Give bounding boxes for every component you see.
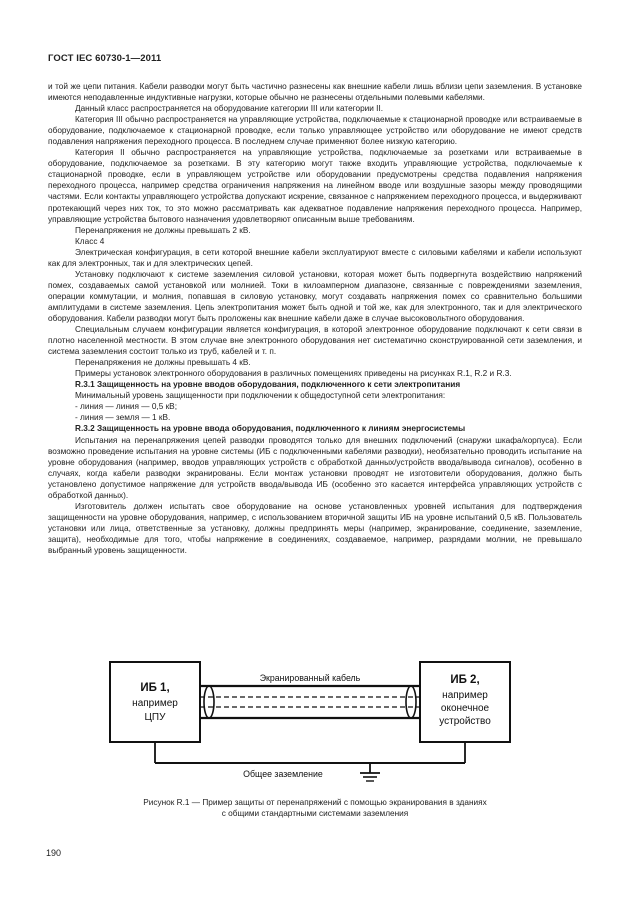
left-box-line: ЦПУ [144,712,166,723]
paragraph: Электрическая конфигурация, в сети которой внешние кабели эксплуатируют вместе с силовыми кабелями и кабели используют как для электронных, так и для электрических цепей. [48,247,582,268]
document-header: ГОСТ IEC 60730-1—2011 [48,53,162,64]
paragraph: Категория III обычно распространяется на управляющие устройства, подключаемые к стационарной проводке или встраиваемые в оборудование, подключаемое к стационарной проводке, если только управляющее устройство или оборудование не имеют средств подавления напряжения переходного процесса. В последнем случае применяют более низкую категорию. [48,115,582,147]
paragraph: Данный класс распространяется на оборудование категории III или категории II. [75,104,384,114]
paragraph: Установку подключают к системе заземления силовой установки, которая может быть подвергнута воздействию напряжений помех, создаваемых самой установкой или молнией. Токи в килоамперном диапазоне, связанные с повреждениями заземления, операции коммутации, и молния, попавшая в силовую установку, могут создавать напряжения помех со сравнительно большими амплитудами в системе заземления. Цепь электропитания может быть одной и той же, как для электронного, так и для электрического оборудования. Кабели разводки могут быть проложены как внешние кабели даже в случае высоковольтного оборудования. [48,269,582,323]
caption-line: Рисунок R.1 — Пример защиты от перенапряжений с помощью экранирования в зданиях [143,798,487,807]
paragraph: Перенапряжения не должны превышать 4 кВ. [75,358,251,368]
right-box-line: например [442,690,488,701]
list-item: - линия — земля — 1 кВ. [75,413,171,423]
left-box-line: например [132,698,178,709]
ground-label: Общее заземление [243,769,323,779]
paragraph: Минимальный уровень защищенности при подключении к общедоступной сети электропитания: [75,391,446,401]
paragraph: Специальным случаем конфигурации является конфигурация, в которой электронное оборудование подключают к сети связи в плотно населенной местности. В этом случае вне электронного оборудования нет систематично сконструированной сети заземления, и система заземления состоит только из труб, кабелей и т. п. [48,325,582,357]
paragraph: Перенапряжения не должны превышать 2 кВ. [75,225,251,235]
cable-end-right [406,686,416,718]
section-heading: R.3.2 Защищенность на уровне ввода оборудования, подключенного к линиям энергосистемы [75,424,466,434]
list-item: - линия — линия — 0,5 кВ; [75,402,177,412]
section-heading: R.3.1 Защищенность на уровне вводов оборудования, подключенного к сети электропитания [75,380,461,390]
cable-label: Экранированный кабель [259,673,361,683]
left-box-line: ИБ 1, [140,682,170,694]
paragraph: и той же цепи питания. Кабели разводки могут быть частично разнесены как внешние кабели лишь вблизи цепи заземления. В установке имеются неподавленные индуктивные нагрузки, которые обычно не разнесены отдельными полевыми кабелями. [48,82,582,103]
right-box-line: устройство [439,716,491,727]
page-number: 190 [46,848,62,858]
paragraph: Примеры установок электронного оборудования в различных помещениях приведены на рисунках R.1, R.2 и R.3. [75,369,512,379]
figure-caption [48,797,582,819]
cable-end-left [204,686,214,718]
right-box-line: оконечное [440,703,490,714]
shielding-diagram [48,655,582,790]
paragraph: Испытания на перенапряжения цепей разводки проводятся только для внешних подключений (снаружи шкафа/корпуса). Если возможно проведение испытания на уровне системы (ИБ с подключенными кабелями разводки), необязательно проводить испытание на уровне оборудования (например, вводов управляющих устройств с обработкой данных/устройств ввода/вывода сигналов), особенно в случаях, когда кабели разводки экранированы. Если монтаж установки проводят не изготовители оборудования, должно быть установлено допустимое напряжение для устройств ввода/вывода ИБ (особенно это касается интерфейса управляющих устройств с обработкой данных). [48,435,582,500]
body-text [48,81,582,556]
figure-r1 [48,655,582,790]
right-box-line: ИБ 2, [450,674,480,686]
caption-line: с общими стандартными системами заземления [221,809,409,818]
paragraph: Изготовитель должен испытать свое оборудование на основе установленных уровней испытания для подтверждения защищенности на уровне оборудования, например, с использованием вторичной защиты ИБ на уровне испытаний 0,5 кВ. Пользователь установки или лица, ответственные за установку, должны предпринять меры (например, экранирование, соединение, заземление, защита), необходимые для того, чтобы напряжение в соединениях, создаваемое, например, разрядами молнии, не превышало выбранный уровень защищенности. [48,501,582,555]
paragraph: Класс 4 [75,236,105,246]
paragraph: Категория II обычно распространяется на управляющие устройства, подключаемые за розетками или встраиваемые в оборудование, подключаемое за розетками. В эту категорию могут также входить управляющие устройства, подключаемые к стационарной проводке, если в управляющем устройстве или оборудовании предусмотрены средства подавления напряжения переходного процесса, например средства ограничения напряжения на линейном вводе или воздушные зазоры между проводящими частями. Если контакты управляющего устройства допускают искрение, связанное с напряжением переходного процесса, и выдерживают протекающий через них ток, то это можно рассматривать как адекватное подавление напряжения переходного процесса. Например, управляющие устройства бытового назначения удовлетворяют описанным выше требованиям. [48,148,582,224]
